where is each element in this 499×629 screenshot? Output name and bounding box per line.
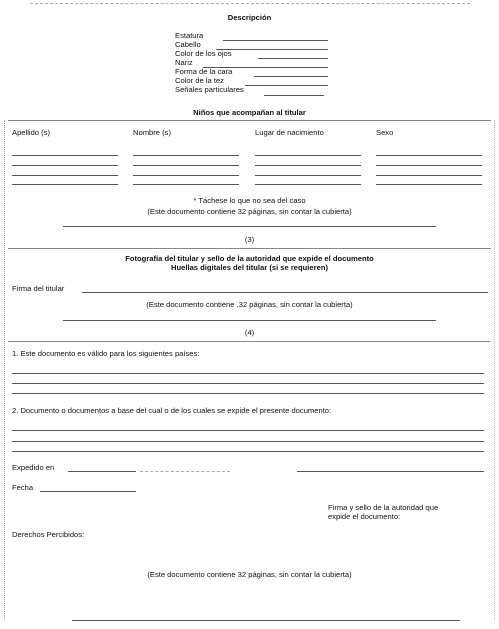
fotografia-title: Fotografía del titular y sello de la autoridad que expide el documento <box>125 254 374 263</box>
item-2-label: 2. Documento o documentos a base del cual o de los cuales se expide el presente documento: <box>12 406 332 415</box>
descripcion-title: Descripción <box>227 13 272 22</box>
firma-titular-line <box>82 292 488 293</box>
senales-line <box>264 95 324 96</box>
field-forma-cara: Forma de la cara <box>175 67 233 76</box>
expedido-line <box>68 471 136 472</box>
cabello-line <box>216 49 328 50</box>
huellas-title: Huellas digitales del titular (si se requieren) <box>171 263 328 272</box>
ojos-line <box>258 58 328 59</box>
expedido-label: Expedido en <box>12 463 55 472</box>
fecha-line <box>40 491 136 492</box>
ninos-title: Niños que acompañan al titular <box>193 108 306 117</box>
bottom-line <box>72 620 460 621</box>
fecha-label: Fecha <box>12 483 34 492</box>
estatura-line <box>223 40 328 41</box>
page-count-note-1: (Este documento contiene 32 páginas, sin contar la cubierta) <box>147 207 352 216</box>
field-senales: Señales particulares <box>175 85 244 94</box>
separator-2 <box>63 320 436 321</box>
item-1-label: 1. Este documento es válido para los siguientes países: <box>12 349 200 358</box>
separator-1 <box>63 226 436 227</box>
firma-autoridad-line2: expide el documento: <box>328 512 401 521</box>
field-color-ojos: Color de los ojos <box>175 49 232 58</box>
ninos-rule <box>8 120 491 121</box>
page-number-4: (4) <box>244 328 255 337</box>
page-count-note-2: (Este documento contiene .32 páginas, sin contar la cubierta) <box>146 300 353 309</box>
field-color-tez: Color de la tez <box>175 76 224 85</box>
field-nariz: Nariz <box>175 58 193 67</box>
page-count-note-3: (Este documento contiene 32 páginas, sin contar la cubierta) <box>147 570 352 579</box>
header-nombre: Nombre (s) <box>133 128 171 137</box>
header-lugar: Lugar de nacimiento <box>255 128 324 137</box>
top-edge <box>30 3 470 4</box>
header-sexo: Sexo <box>376 128 394 137</box>
expedido-dots <box>140 471 230 472</box>
tachese-note: * Táchese lo que no sea del caso <box>193 196 306 205</box>
cara-line <box>254 76 328 77</box>
derechos-label: Derechos Percibidos: <box>12 530 85 539</box>
page-number-3: (3) <box>244 235 255 244</box>
section-rule <box>8 248 491 249</box>
field-cabello: Cabello <box>175 40 201 49</box>
field-estatura: Estatura <box>175 31 204 40</box>
tez-line <box>245 85 328 86</box>
section-rule-2 <box>8 341 491 342</box>
right-border <box>494 120 495 620</box>
expedido-right-line <box>297 471 484 472</box>
left-border <box>4 120 5 620</box>
firma-titular-label: Firma del titular <box>12 284 65 293</box>
firma-autoridad-line1: Firma y sello de la autoridad que <box>328 503 439 512</box>
header-apellido: Apellido (s) <box>12 128 50 137</box>
